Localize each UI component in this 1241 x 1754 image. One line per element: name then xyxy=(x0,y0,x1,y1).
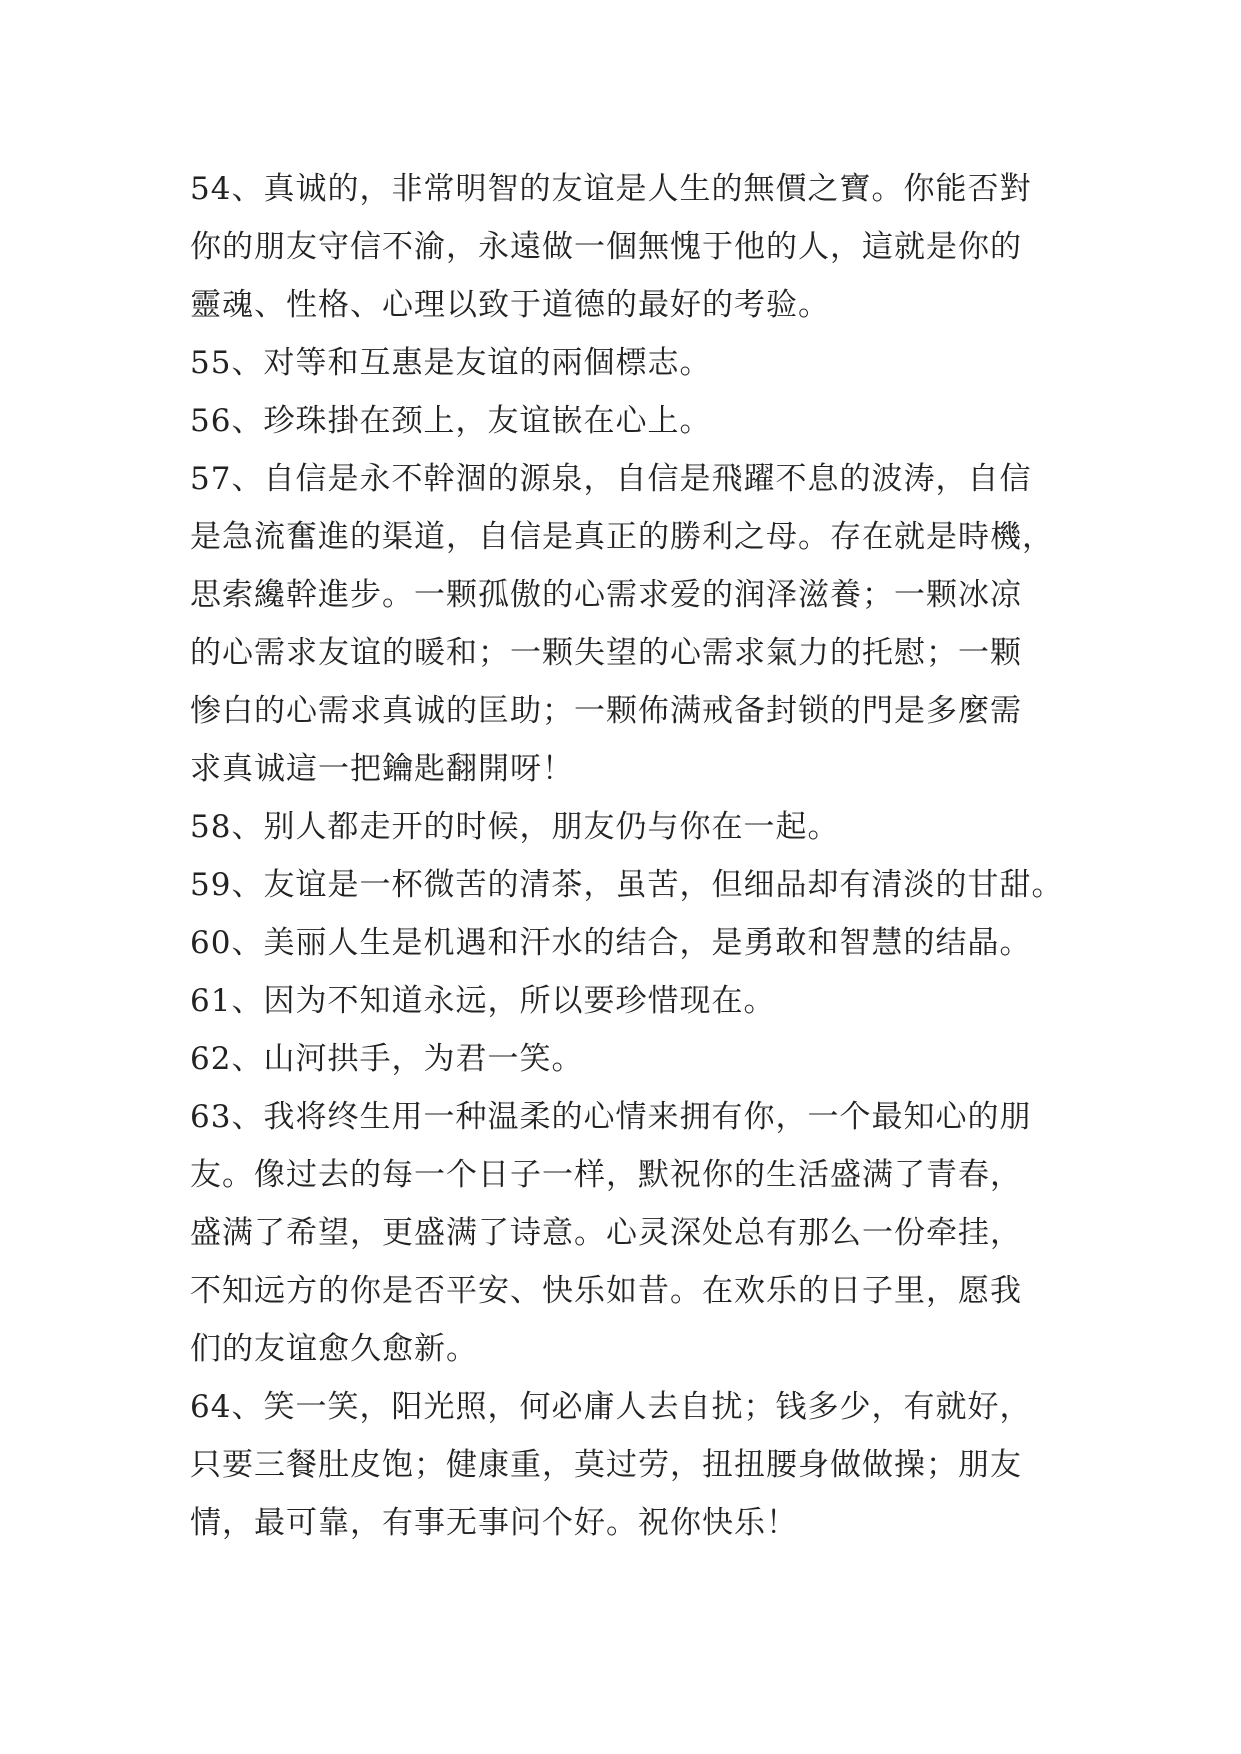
text-line: 的心需求友谊的暖和；一颗失望的心需求氣力的托慰；一颗 xyxy=(190,635,1022,671)
text-line: 64、笑一笑，阳光照，何必庸人去自扰；钱多少，有就好， xyxy=(190,1389,1032,1425)
text-line: 60、美丽人生是机遇和汗水的结合，是勇敢和智慧的结晶。 xyxy=(190,925,1032,961)
text-line: 盛满了希望，更盛满了诗意。心灵深处总有那么一份牵挂， xyxy=(190,1215,1022,1251)
text-line: 58、别人都走开的时候，朋友仍与你在一起。 xyxy=(190,809,840,845)
text-line: 56、珍珠掛在颈上，友谊嵌在心上。 xyxy=(190,403,712,439)
text-line: 你的朋友守信不渝，永遠做一個無愧于他的人，這就是你的 xyxy=(190,229,1022,265)
paragraph-60 xyxy=(190,914,1070,972)
text-line: 59、友谊是一杯微苦的清茶，虽苦，但细品却有清淡的甘甜。 xyxy=(190,867,1064,903)
text-line: 55、对等和互惠是友谊的兩個標志。 xyxy=(190,345,712,381)
paragraph-63 xyxy=(190,1088,1070,1378)
text-line: 惨白的心需求真诚的匡助；一颗佈满戒备封锁的門是多麼需 xyxy=(190,693,1022,729)
text-line: 们的友谊愈久愈新。 xyxy=(190,1331,478,1367)
paragraph-55 xyxy=(190,334,1070,392)
paragraph-54 xyxy=(190,160,1070,334)
paragraph-57 xyxy=(190,450,1070,798)
text-line: 是急流奮進的渠道，自信是真正的勝利之母。存在就是時機， xyxy=(190,519,1054,555)
text-line: 思索纔幹進步。一颗孤傲的心需求爱的润泽滋養；一颗冰凉 xyxy=(190,577,1022,613)
text-line: 只要三餐肚皮饱；健康重，莫过劳，扭扭腰身做做操；朋友 xyxy=(190,1447,1022,1483)
paragraph-59 xyxy=(190,856,1070,914)
paragraph-61 xyxy=(190,972,1070,1030)
text-line: 63、我将终生用一种温柔的心情来拥有你，一个最知心的朋 xyxy=(190,1099,1032,1135)
text-line: 靈魂、性格、心理以致于道德的最好的考验。 xyxy=(190,287,830,323)
paragraph-62 xyxy=(190,1030,1070,1088)
text-line: 友。像过去的每一个日子一样，默祝你的生活盛满了青春， xyxy=(190,1157,1022,1193)
document-body xyxy=(190,160,1070,1552)
text-line: 57、自信是永不幹涸的源泉，自信是飛躍不息的波涛，自信 xyxy=(190,461,1032,497)
paragraph-58 xyxy=(190,798,1070,856)
paragraph-56 xyxy=(190,392,1070,450)
text-line: 61、因为不知道永远，所以要珍惜现在。 xyxy=(190,983,776,1019)
text-line: 62、山河拱手，为君一笑。 xyxy=(190,1041,584,1077)
text-line: 不知远方的你是否平安、快乐如昔。在欢乐的日子里，愿我 xyxy=(190,1273,1022,1309)
text-line: 情，最可靠，有事无事问个好。祝你快乐！ xyxy=(190,1505,798,1541)
paragraph-64 xyxy=(190,1378,1070,1552)
text-line: 求真诚這一把鑰匙翻開呀！ xyxy=(190,751,574,787)
text-line: 54、真诚的，非常明智的友谊是人生的無價之寶。你能否對 xyxy=(190,171,1032,207)
